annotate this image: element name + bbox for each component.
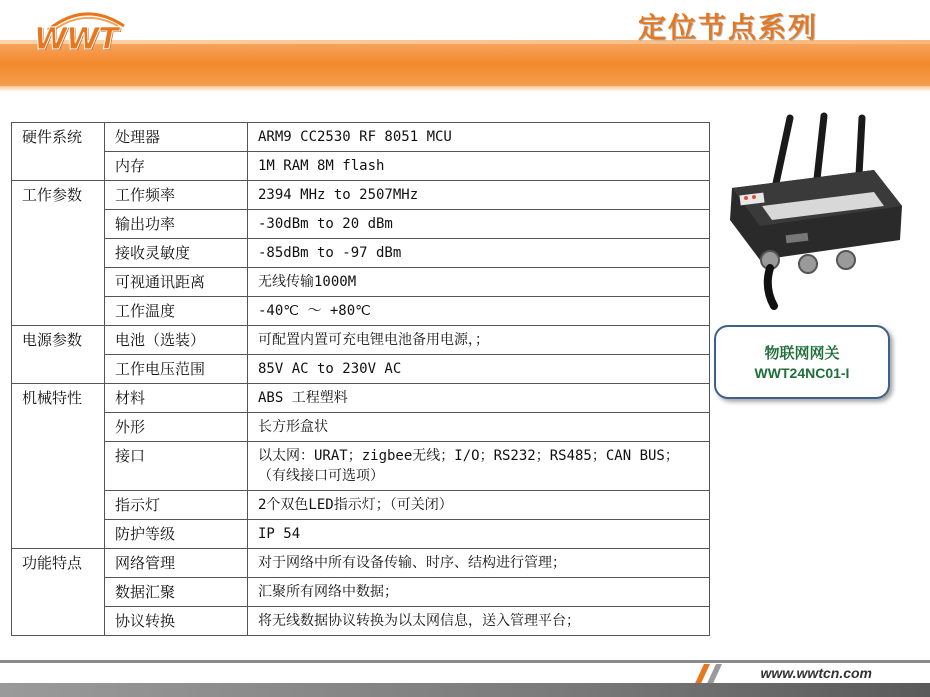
value-cell: 以太网：URAT；zigbee无线；I/O；RS232；RS485；CAN BUS；（有线接口可选项） <box>248 442 710 491</box>
value-cell: 85V AC to 230V AC <box>248 355 710 384</box>
item-cell: 材料 <box>105 384 248 413</box>
value-cell: 对于网络中所有设备传输、时序、结构进行管理； <box>248 549 710 578</box>
table-row <box>12 442 710 491</box>
item-cell: 电池（选装） <box>105 326 248 355</box>
value-cell: 2394 MHz to 2507MHz <box>248 181 710 210</box>
table-row <box>12 384 710 413</box>
value-cell: 2个双色LED指示灯；（可关闭） <box>248 491 710 520</box>
logo-text: WWT <box>34 22 118 57</box>
table-row <box>12 355 710 384</box>
table-row <box>12 520 710 549</box>
category-cell: 功能特点 <box>12 549 105 636</box>
company-logo <box>16 4 131 57</box>
item-cell: 输出功率 <box>105 210 248 239</box>
item-cell: 工作电压范围 <box>105 355 248 384</box>
category-cell: 工作参数 <box>12 181 105 326</box>
header-bar <box>0 44 930 86</box>
value-cell: -30dBm to 20 dBm <box>248 210 710 239</box>
value-cell: IP 54 <box>248 520 710 549</box>
footer-rule <box>0 660 930 663</box>
value-cell: 长方形盒状 <box>248 413 710 442</box>
table-row <box>12 123 710 152</box>
table-row <box>12 578 710 607</box>
footer-website-url[interactable]: www.wwtcn.com <box>760 665 872 681</box>
item-cell: 防护等级 <box>105 520 248 549</box>
table-row <box>12 326 710 355</box>
value-cell: ABS 工程塑料 <box>248 384 710 413</box>
item-cell: 指示灯 <box>105 491 248 520</box>
item-cell: 内存 <box>105 152 248 181</box>
table-row <box>12 152 710 181</box>
item-cell: 接口 <box>105 442 248 491</box>
spec-table <box>11 122 710 636</box>
callout-product-type: 物联网网关 <box>764 344 840 362</box>
category-cell: 电源参数 <box>12 326 105 384</box>
page-title: 定位节点系列 <box>637 11 818 44</box>
header-fade <box>0 86 930 92</box>
category-cell: 硬件系统 <box>12 123 105 181</box>
value-cell: -40℃ ～ +80℃ <box>248 297 710 326</box>
table-row <box>12 239 710 268</box>
item-cell: 外形 <box>105 413 248 442</box>
value-cell: ARM9 CC2530 RF 8051 MCU <box>248 123 710 152</box>
table-row <box>12 210 710 239</box>
value-cell: 可配置内置可充电锂电池备用电源，； <box>248 326 710 355</box>
value-cell: 无线传输1000M <box>248 268 710 297</box>
table-row <box>12 268 710 297</box>
item-cell: 数据汇聚 <box>105 578 248 607</box>
callout-model-number: WWT24NC01-I <box>754 365 850 381</box>
product-callout <box>714 325 890 399</box>
gateway-device-image <box>724 110 906 310</box>
item-cell: 接收灵敏度 <box>105 239 248 268</box>
item-cell: 协议转换 <box>105 607 248 636</box>
table-row <box>12 297 710 326</box>
item-cell: 网络管理 <box>105 549 248 578</box>
table-row <box>12 549 710 578</box>
table-row <box>12 607 710 636</box>
value-cell: 1M RAM 8M flash <box>248 152 710 181</box>
item-cell: 处理器 <box>105 123 248 152</box>
value-cell: 将无线数据协议转换为以太网信息，送入管理平台； <box>248 607 710 636</box>
value-cell: -85dBm to -97 dBm <box>248 239 710 268</box>
footer-band <box>0 683 930 697</box>
table-row <box>12 413 710 442</box>
item-cell: 工作温度 <box>105 297 248 326</box>
table-row <box>12 181 710 210</box>
value-cell: 汇聚所有网络中数据； <box>248 578 710 607</box>
category-cell: 机械特性 <box>12 384 105 549</box>
item-cell: 可视通讯距离 <box>105 268 248 297</box>
item-cell: 工作频率 <box>105 181 248 210</box>
table-row <box>12 491 710 520</box>
